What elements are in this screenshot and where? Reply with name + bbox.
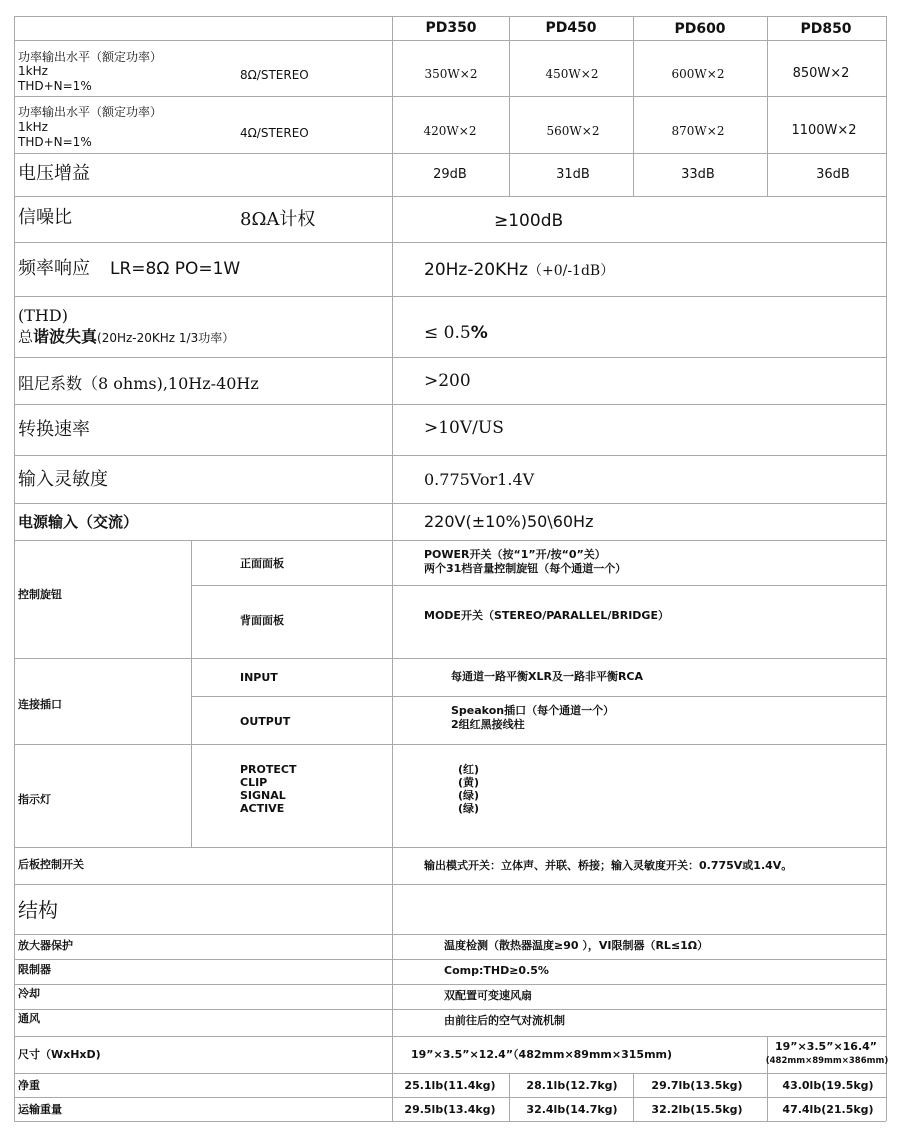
gain-value-pd600: 33dB: [681, 167, 715, 182]
col-line: [767, 1036, 768, 1073]
indicator-protect: PROTECT: [240, 763, 297, 776]
thd-value: [424, 324, 488, 343]
ventilation-label: 通风: [18, 1012, 40, 1025]
ship-value-pd850: 47.4lb(21.5kg): [782, 1103, 874, 1116]
ship-label: 运输重量: [18, 1103, 62, 1116]
slew-value: >10V/US: [424, 418, 504, 438]
power8-value-pd350: 350W×2: [424, 67, 478, 81]
col-line: [509, 16, 510, 196]
row-line: [14, 196, 886, 197]
power8-condition: 8Ω/STEREO: [240, 68, 309, 82]
row-line: [14, 1073, 886, 1074]
col-line: [509, 1073, 510, 1121]
output-line1: Speakon插口（每个通道一个）: [451, 704, 615, 717]
snr-condition: 8ΩA计权: [240, 209, 316, 230]
power4-value-pd350: 420W×2: [423, 124, 477, 138]
indicator-color-signal: (绿): [458, 789, 480, 802]
connectors-label: 连接插口: [18, 698, 62, 711]
col-line: [886, 16, 887, 1121]
power8-label-line1: 功率输出水平（额定功率）: [18, 50, 163, 64]
freq-value: [424, 261, 614, 280]
power4-label-line1: 功率输出水平（额定功率）: [18, 105, 163, 119]
row-line: [14, 1036, 886, 1037]
row-line: [191, 696, 886, 697]
front-panel-line1: POWER开关（按“1”开/按“0”关）: [424, 548, 606, 561]
power4-value-pd450: 560W×2: [546, 124, 600, 138]
sens-label: 输入灵敏度: [18, 469, 108, 490]
output-line2: 2组红黑接线柱: [451, 718, 525, 731]
col-line: [14, 16, 15, 1121]
col-line: [767, 1073, 768, 1121]
thd-label-prefix: 总: [18, 328, 34, 346]
gain-label: 电压增益: [18, 163, 90, 184]
snr-value: ≥100dB: [494, 211, 564, 231]
mains-value: 220V(±10%)50\60Hz: [424, 512, 594, 531]
row-line: [14, 847, 886, 848]
power4-label-line3: THD+N=1%: [18, 135, 92, 149]
ship-value-pd600: 32.2lb(15.5kg): [651, 1103, 743, 1116]
col-line: [191, 540, 192, 847]
dims-label: 尺寸（WxHxD): [18, 1048, 101, 1061]
power4-label-line2: 1kHz: [18, 120, 48, 134]
input-label: INPUT: [240, 671, 278, 684]
row-line: [14, 503, 886, 504]
row-line: [14, 455, 886, 456]
damping-value: >200: [424, 371, 471, 391]
dims-value-small: 19”×3.5”×12.4”（482mm×89mm×315mm): [411, 1048, 673, 1061]
net-value-pd600: 29.7lb(13.5kg): [651, 1079, 743, 1092]
power8-label-line3: THD+N=1%: [18, 79, 92, 93]
row-line: [14, 959, 886, 960]
protection-value: 温度检测（散热器温度≥90 ），VI限制器（RL≤1Ω）: [444, 939, 709, 952]
ventilation-value: 由前往后的空气对流机制: [444, 1014, 565, 1027]
power4-condition: 4Ω/STEREO: [240, 126, 309, 140]
row-line: [14, 1009, 886, 1010]
net-value-pd450: 28.1lb(12.7kg): [526, 1079, 618, 1092]
col-line: [633, 1073, 634, 1121]
dims-value-large: 19”×3.5”×16.4”: [774, 1040, 878, 1053]
front-panel-label: 正面面板: [240, 557, 284, 570]
gain-value-pd350: 29dB: [433, 167, 467, 182]
input-line1: 每通道一路平衡XLR及一路非平衡RCA: [451, 670, 644, 683]
ship-value-pd350: 29.5lb(13.4kg): [404, 1103, 496, 1116]
rear-panel-line1: MODE开关（STEREO/PARALLEL/BRIDGE）: [424, 609, 669, 622]
thd-label-suffix: (20Hz-20KHz 1/3功率）: [97, 331, 235, 345]
slew-label: 转换速率: [18, 419, 90, 440]
model-header-pd350: PD350: [425, 20, 477, 36]
indicator-color-active: (绿): [458, 802, 480, 815]
dims-value-large-mm: (482mm×89mm×386mm): [765, 1056, 889, 1066]
freq-condition: LR=8Ω PO=1W: [110, 259, 241, 279]
row-line: [14, 404, 886, 405]
controls-label: 控制旋钮: [18, 588, 62, 601]
model-header-pd450: PD450: [545, 20, 597, 36]
indicator-active: ACTIVE: [240, 802, 285, 815]
thd-label: [18, 328, 234, 346]
net-value-pd850: 43.0lb(19.5kg): [782, 1079, 874, 1092]
power8-value-pd850: 850W×2: [792, 66, 850, 81]
cooling-value: 双配置可变速风扇: [444, 989, 532, 1002]
cooling-label: 冷却: [18, 987, 40, 1000]
power8-label-line2: 1kHz: [18, 64, 48, 78]
rear-switch-label: 后板控制开关: [18, 858, 84, 871]
snr-label: 信噪比: [18, 207, 72, 228]
row-line: [191, 585, 886, 586]
row-line: [14, 1121, 886, 1122]
indicator-clip: CLIP: [240, 776, 268, 789]
row-line: [14, 296, 886, 297]
net-value-pd350: 25.1lb(11.4kg): [404, 1079, 496, 1092]
sens-value: 0.775Vor1.4V: [424, 470, 535, 489]
row-line: [14, 242, 886, 243]
power4-value-pd600: 870W×2: [671, 124, 725, 138]
rear-switch-value: 输出模式开关：立体声、并联、桥接；输入灵敏度开关：0.775V或1.4V。: [424, 859, 793, 872]
output-label: OUTPUT: [240, 715, 291, 728]
ship-value-pd450: 32.4lb(14.7kg): [526, 1103, 618, 1116]
limiter-label: 限制器: [18, 963, 51, 976]
row-line: [14, 744, 886, 745]
row-line: [14, 934, 886, 935]
protection-label: 放大器保护: [18, 939, 73, 952]
row-line: [14, 884, 886, 885]
row-line: [14, 540, 886, 541]
mains-label: 电源输入（交流）: [18, 513, 139, 531]
row-line: [14, 153, 886, 154]
row-line: [14, 1097, 886, 1098]
indicator-color-clip: (黄): [458, 776, 480, 789]
gain-value-pd850: 36dB: [816, 167, 850, 182]
thd-value-unit: %: [470, 323, 488, 343]
col-line: [767, 16, 768, 196]
power8-value-pd450: 450W×2: [545, 67, 599, 81]
col-line: [392, 16, 393, 1121]
damping-label: 阻尼系数（8 ohms),10Hz-40Hz: [18, 374, 259, 393]
freq-label: 频率响应: [18, 258, 90, 279]
indicator-color-protect: (红): [458, 763, 480, 776]
structure-label: 结构: [18, 898, 58, 922]
rear-panel-label: 背面面板: [240, 614, 284, 627]
power4-value-pd850: 1100W×2: [791, 123, 857, 138]
gain-value-pd450: 31dB: [556, 167, 590, 182]
row-line: [14, 40, 886, 41]
row-line: [14, 16, 886, 17]
freq-value-main: 20Hz-20KHz: [424, 260, 528, 280]
freq-value-suffix: （+0/-1dB）: [527, 263, 615, 279]
limiter-value: Comp:THD≥0.5%: [444, 964, 549, 977]
row-line: [14, 658, 886, 659]
model-header-pd600: PD600: [674, 21, 726, 37]
row-line: [14, 357, 886, 358]
front-panel-line2: 两个31档音量控制旋钮（每个通道一个）: [424, 562, 627, 575]
thd-label-top: (THD): [18, 306, 68, 325]
model-header-pd850: PD850: [800, 21, 852, 37]
indicator-signal: SIGNAL: [240, 789, 286, 802]
col-line: [633, 16, 634, 196]
row-line: [14, 96, 886, 97]
indicators-label: 指示灯: [18, 793, 51, 806]
thd-label-main: 谐波失真: [33, 327, 98, 346]
row-line: [14, 984, 886, 985]
power8-value-pd600: 600W×2: [671, 67, 725, 81]
net-label: 净重: [18, 1079, 40, 1092]
thd-value-number: ≤ 0.5: [424, 323, 471, 343]
